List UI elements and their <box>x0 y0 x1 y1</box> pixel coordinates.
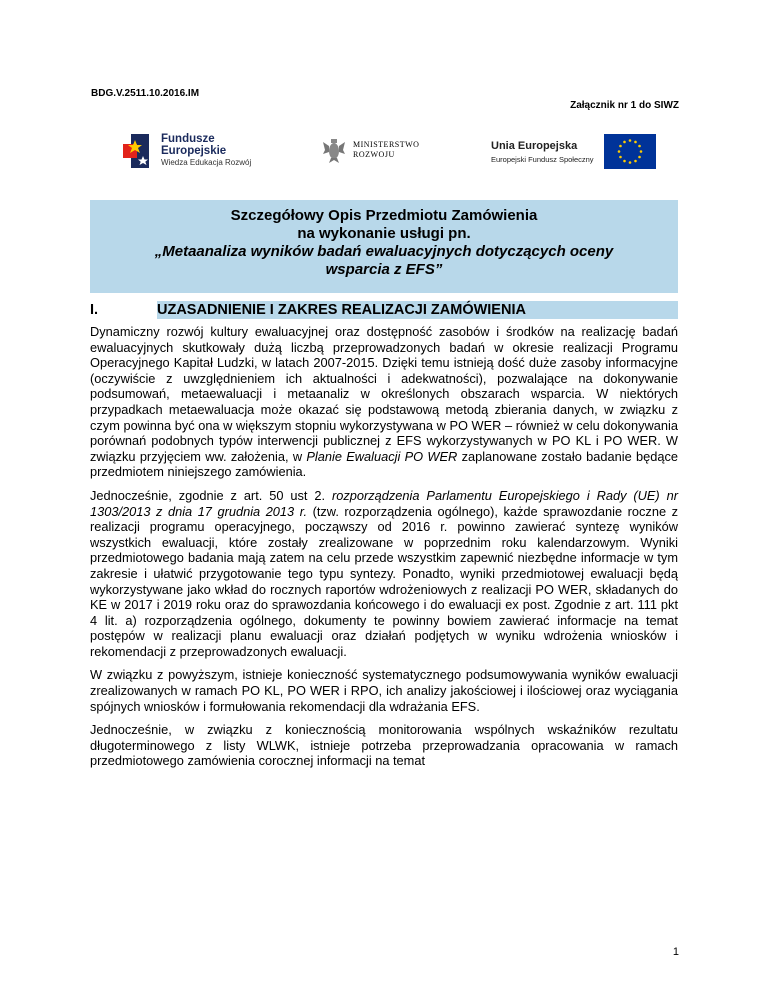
ministerstwo-rozwoju-logo <box>323 136 419 164</box>
fe-line-1: Fundusze <box>161 133 215 145</box>
eu-star-icon <box>617 150 620 153</box>
eu-star-icon <box>634 141 637 144</box>
document-title-box <box>90 200 678 293</box>
title-line-2: na wykonanie usługi pn. <box>297 225 471 242</box>
eu-star-icon <box>638 156 641 159</box>
ministry-line-1: MINISTERSTWO <box>353 140 420 149</box>
paragraph-1: Dynamiczny rozwój kultury ewaluacyjnej oraz dostępność zasobów i środków na realizację badań ewaluacyjnych skutkowały dużą liczbą przeprowadzonych badań w okresie realizacji Programu Operacyjnego Kapitał Ludzki, w latach 2007-2015. Dzięki temu istnieją dość duże zasoby informacyjne (oczywiście z uwzględnieniem ich aktualności i adekwatności), pozwalające na dokonywanie podsumowań, metaewaluacji i metaanaliz w określonych obszarach wsparcia. W niektórych przypadkach metaewaluacja może okazać się podstawową metodą zbierania danych, w związku z czym powinna być ona w większym stopniu wykorzystywana w PO WER – również w celu dokonywania porównań podobnych typów interwencji publicznej z EFS wykorzystywanych w PO KL i PO WER. W związku przyjęciem ww. założenia, w Planie Ewaluacji PO WER zaplanowane zostało badanie będące przedmiotem niniejszego zamówienia. <box>90 324 678 480</box>
section-heading <box>90 300 678 318</box>
eu-star-icon <box>628 139 631 142</box>
title-line-1: Szczegółowy Opis Przedmiotu Zamówienia <box>230 207 538 224</box>
eu-star-icon <box>639 150 642 153</box>
eu-line-2: Europejski Fundusz Społeczny <box>491 154 594 164</box>
eu-star-icon <box>628 161 631 164</box>
body-text <box>90 324 678 777</box>
paragraph-2: Jednocześnie, zgodnie z art. 50 ust 2. rozporządzenia Parlamentu Europejskiego i Rady (UE) nr 1303/2013 z dnia 17 grudnia 2013 r. (tzw. rozporządzenia ogólnego), każde sprawozdanie roczne z realizacji programu operacyjnego, począwszy od 2016 r. powinno zawierać syntezę wyników wszystkich ewaluacji, które zostały zrealizowane w poprzednim roku kalendarzowym. Wyniki przedmiotowego badania mają zatem na celu przede wszystkim zapewnić niezbędne informacje w tym zakresie i ułatwić przygotowanie tego typu syntezy. Ponadto, wyniki przedmiotowej ewaluacji będą wykorzystywane jako wkład do rocznych raportów wdrożeniowych z realizacji PO WER, składanych do KE w 2017 i 2019 roku oraz do sprawozdania końcowego i do ewaluacji ex post. Zgodnie z art. 111 pkt 4 lit. a) rozporządzenia ogólnego, dokumenty te powinny bowiem zawierać informacje na temat postępów w realizacji planu ewaluacji oraz działań podjętych w wyniku wdrożenia wniosków i rekomendacji z przeprowadzonych ewaluacji. <box>90 487 679 659</box>
polish-eagle-icon <box>323 136 345 164</box>
paragraph-3: W związku z powyższym, istnieje konieczność systematycznego podsumowywania wyników ewaluacji zrealizowanych w ramach PO KL, PO WER i RPO, ich analizy jakościowej i ilościowej oraz wyciągania spójnych wniosków i formułowania rekomendacji dla wdrażania EFS. <box>90 667 678 714</box>
fe-line-2: Europejskie <box>161 145 227 157</box>
eu-flag-icon <box>604 134 656 169</box>
eu-star-icon <box>634 160 637 163</box>
eu-line-1: Unia Europejska <box>491 139 578 152</box>
section-title: UZASADNIENIE I ZAKRES REALIZACJI ZAMÓWIENIA <box>157 302 526 318</box>
eu-star-icon <box>638 145 641 148</box>
annex-label: Załącznik nr 1 do SIWZ <box>570 100 679 111</box>
title-line-3: „Metaanaliza wyników badań ewaluacyjnych dotyczących oceny <box>154 243 614 260</box>
title-line-4: wsparcia z EFS” <box>325 261 443 278</box>
unia-europejska-logo <box>491 134 656 169</box>
ministry-line-2: ROZWOJU <box>353 150 395 159</box>
document-reference: BDG.V.2511.10.2016.IM <box>91 88 200 99</box>
fundusze-europejskie-logo <box>121 130 251 172</box>
eu-star-icon <box>619 145 622 148</box>
section-number: I. <box>90 302 99 318</box>
eu-star-icon <box>623 160 626 163</box>
fe-star-mark-icon <box>121 130 155 172</box>
paragraph-4: Jednocześnie, w związku z koniecznością monitorowania wspólnych wskaźników rezultatu długoterminowego z listy WLWK, istnieje potrzeba przeprowadzania opracowania w ramach przedmiotowego zamówienia corocznej informacji na temat <box>90 722 678 769</box>
logo-strip <box>91 120 679 190</box>
eu-star-icon <box>619 156 622 159</box>
eu-star-icon <box>623 141 626 144</box>
fe-line-3: Wiedza Edukacja Rozwój <box>161 158 252 167</box>
page-number: 1 <box>672 946 679 958</box>
